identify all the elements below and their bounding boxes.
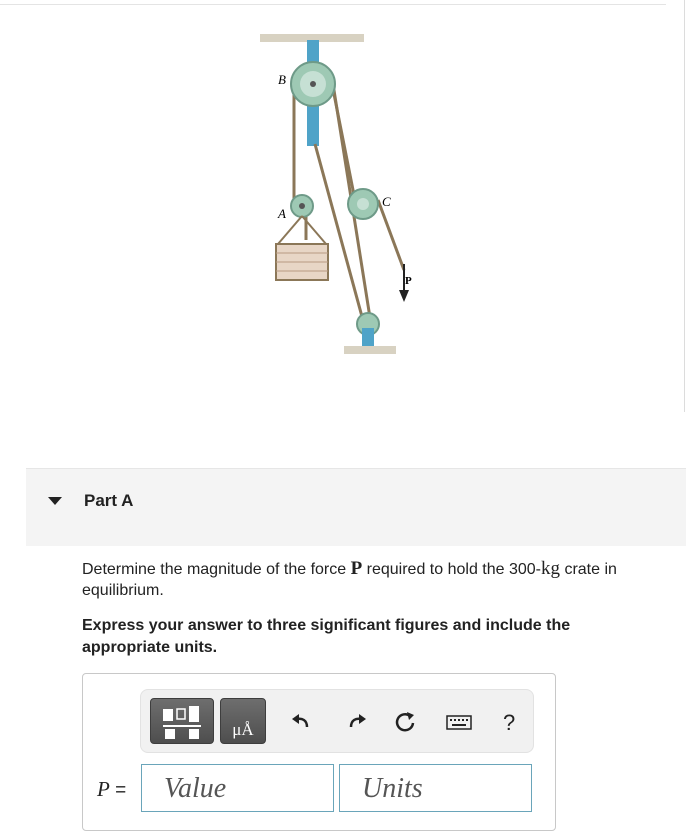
question-pre: Determine the magnitude of the force [82, 561, 351, 578]
answer-box [82, 673, 556, 831]
top-divider [0, 4, 666, 5]
mass-unit: kg [541, 558, 560, 579]
part-a-header[interactable] [26, 468, 686, 546]
label-a: A [278, 206, 286, 221]
help-icon[interactable]: ? [503, 710, 516, 735]
answer-variable-label [97, 777, 126, 802]
value-input[interactable] [141, 764, 334, 812]
units-placeholder: Units [362, 773, 423, 804]
undo-icon[interactable] [289, 710, 313, 734]
math-toolbar [140, 689, 534, 753]
label-c: C [382, 194, 391, 209]
force-symbol: P [350, 558, 363, 579]
answer-variable: P [97, 777, 110, 801]
question-text [82, 558, 682, 601]
keyboard-icon[interactable] [445, 710, 473, 734]
reset-icon[interactable] [393, 710, 417, 734]
part-title: Part A [84, 491, 134, 510]
units-button[interactable] [220, 698, 266, 744]
right-divider [684, 0, 685, 412]
crate [276, 216, 328, 280]
units-icon: μÅ [232, 720, 254, 739]
redo-icon[interactable] [345, 710, 369, 734]
units-input[interactable] [339, 764, 532, 812]
bottom-bracket [362, 328, 374, 348]
pulley-system-figure [258, 28, 410, 370]
floor-support [344, 346, 396, 354]
question-mid: required to hold the 300- [362, 561, 541, 578]
label-p: P [405, 275, 412, 287]
collapse-caret-icon[interactable] [48, 497, 62, 505]
value-placeholder: Value [164, 773, 227, 804]
templates-button[interactable] [150, 698, 214, 744]
answer-instructions: Express your answer to three significant figures and include the appropriate units. [82, 617, 571, 656]
label-b: B [278, 72, 286, 87]
equals-sign: = [115, 780, 127, 801]
templates-icon [151, 699, 213, 743]
question-post: crate in equilibrium. [82, 561, 617, 599]
